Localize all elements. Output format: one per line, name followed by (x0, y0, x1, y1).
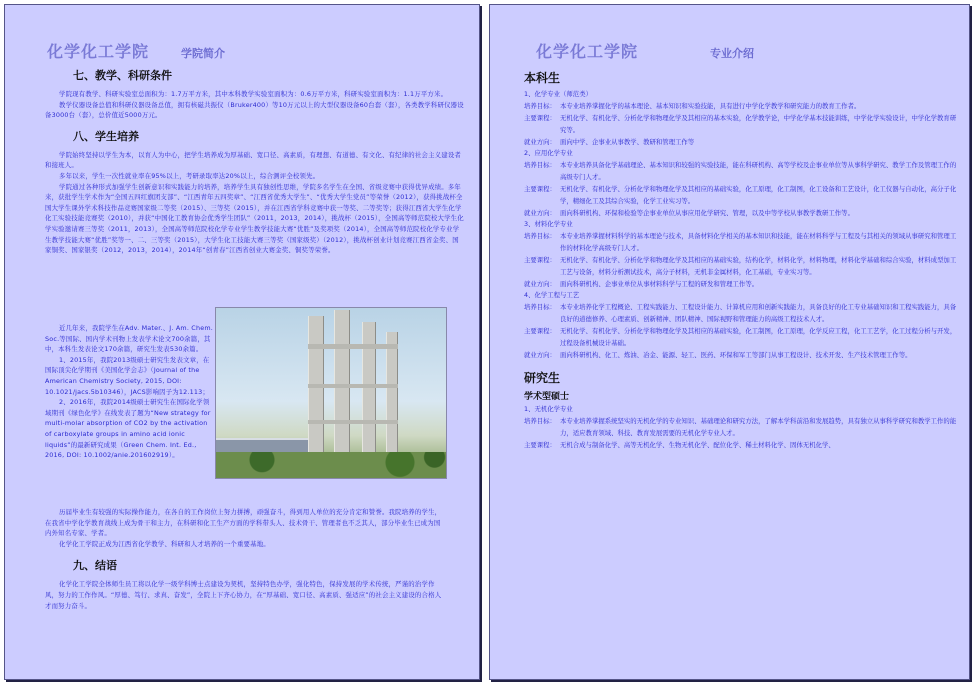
graduate-subtitle: 学术型硕士 (524, 392, 570, 402)
value: 本专业培养掌握系统坚实的无机化学的专业知识、基础理论和研究方法，了解本学科前沿和发展趋势，具有独立从事科学研究和教学工作的能力，适应教育领域、科技、教育发展需要的无机化学专业人才。 (560, 417, 957, 437)
label: 培养目标： (524, 303, 556, 311)
left-body-column (45, 323, 213, 461)
major-name: 1、化学专业（师范类） (524, 90, 592, 98)
paragraph: 学院现有教学、科研实验室总面积为：1.7万平方米，其中本科教学实验室面积为：0.6万平方米，科研实验室面积为：1.1万平方米。 (59, 90, 448, 98)
paragraph: 教学仪器设备总值和科研仪器设备总值，拥有核磁共振仪（Bruker400）等10万元以上的大型仪器设备60台套（套），各类教学科研仪器设备3000台（套），总价值近5000万元。 (45, 100, 464, 120)
value: 面向科研机构、化工、炼油、冶金、能源、轻工、医药、环保和军工等部门从事工程设计、技术开发、生产技术管理工作等。 (560, 351, 912, 359)
graduate-title: 研究生 (524, 371, 561, 385)
label: 主要课程： (524, 256, 556, 264)
paragraph: 历届毕业生有较强的实际操作能力，在各自的工作岗位上努力拼搏，顽强奋斗，得到用人单位的充分肯定和赞誉。我院培养的学生，在我省中学化学教育战线上成为骨干和主力，在科研和化工生产方面的学科带头人、技术骨干、管理者也不乏其人，部分毕业生已成为国内外知名专家、学者。 (45, 508, 442, 538)
paragraph: 1、2015年，我院2013级硕士研究生发表文章，在国际顶尖化学期刊《美国化学会志》（Journal of the American Chemistry Society, 2015, DOI: 10.1021/jacs.5b10346），JACS影响因子为12.113； (45, 355, 210, 396)
paragraph: 化学化工学院正成为江西省化学教学、科研和人才培养的一个重要基地。 (59, 539, 270, 548)
label: 就业方向： (524, 209, 556, 217)
major-name: 2、应用化学专业 (524, 149, 573, 157)
major-block (524, 89, 960, 148)
label: 培养目标： (524, 102, 556, 110)
label: 培养目标： (524, 232, 556, 240)
paragraph: 多年以来，学生一次性就业率在95%以上，考研录取率达20%以上，综合测评全校领先。 (59, 171, 320, 180)
section-title-7: 七、教学、科研条件 (73, 69, 172, 82)
major-block (524, 148, 960, 219)
label: 主要课程： (524, 327, 556, 335)
section-title-9: 九、结语 (73, 559, 117, 573)
page-left (4, 4, 480, 680)
label: 培养目标： (524, 161, 556, 169)
value: 无机化学、有机化学、分析化学和物理化学及其相应的基础实验，结构化学，材料化学，材料物理，材料化学基础和综合实验，材料成型加工工艺与设备，材料分析测试技术，高分子材料，无机非金属材料，化工基础，专业实习等。 (560, 256, 957, 276)
trees (216, 452, 446, 478)
value: 无机化学、有机化学、分析化学和物理化学及其相应的基础实验，化工制图，化工原理，化学反应工程，化工工艺学，化工过程分析与开发，过程设备机械设计基础。 (560, 327, 957, 347)
left-body (45, 67, 465, 256)
value: 本专业培养掌握材料科学的基本理论与技术，具备材料化学相关的基本知识和技能，能在材料科学与工程及与其相关的领域从事研究和管理工作的材料化学高级专门人才。 (560, 232, 957, 252)
page-subtitle: 学院简介 (181, 47, 226, 60)
major-block (524, 404, 960, 451)
paragraph: 学院始终坚持以学生为本，以育人为中心，把学生培养成为厚基础、宽口径、高素质，有理想、有道德、有文化、有纪律的社会主义建设者和接班人。 (45, 150, 462, 170)
major-name: 4、化学工程与工艺 (524, 291, 580, 299)
value: 无机合成与制备化学、高等无机化学、生物无机化学、配位化学、稀土材料化学、固体无机化学、 (560, 441, 835, 449)
page-header (47, 39, 225, 62)
page-right (489, 4, 970, 680)
school-name: 化学化工学院 (536, 42, 639, 61)
value: 无机化学、有机化学、分析化学和物理化学及其相应的基础实验，化工原理，化工制图，化工设备和工艺设计，化工仪器与自动化，高分子化学，精细化工及其综合实验，化学工业实习等。 (560, 185, 957, 205)
value: 面向科研机构、企事业单位从事材料科学与工程的研发和管理工作等。 (560, 280, 759, 288)
label: 就业方向： (524, 280, 556, 288)
major-block (524, 290, 960, 361)
paragraph: 2、2016年，我院2014级硕士研究生在国际化学领域期刊《绿色化学》在线发表了题为“New strategy for multi-molar absorption of CO2 by the activation of carboxylate groups in amino acid ionic liquids”的最新研究成果（Green Chem. Int. Ed., 2016, DOI: 10.1002/anie.201602919）。 (45, 398, 211, 460)
paragraph: 学院通过各种形式加强学生创新意识和实践能力的培养，培养学生具有独创性思维，学院多名学生在全国、省级竞赛中获得优异成绩。多年来，获批学生学术作为“全国五四红旗团支部”、“江西青年五四奖章”、“江西省优秀大学生”、“优秀大学生党员”等荣誉（2012），获得挑战杯全国大学生课外学术科技作品竞赛国家级二等奖（2015）、三等奖（2015），并在江西省学科竞赛中获一等奖、二等奖等；获得江西省大学生化学化工实验技能竞赛奖（2010），并获“中国化工教育协会优秀学生团队”（2011，2013，2014），挑战杯（2015），全国高等师范院校大学生化学实验邀请赛三等奖（2011，2013），全国高等师范院校化学专业学生教学技能大赛“优胜”及奖项奖（2014），全国高等师范院校化学专业学生教学技能大赛“优胜”奖等一、二、三等奖（2015），大学生化工技能大赛三等奖（国家级奖）（2012），挑战杯创业计划竞赛江西省金奖、国家铜奖、国家银奖（2012，2013，2014），2014年“创青春”江西省创业大赛金奖、铜奖等荣誉。 (45, 182, 464, 255)
left-body-bottom (45, 507, 445, 611)
page-subtitle: 专业介绍 (710, 47, 755, 60)
school-name: 化学化工学院 (47, 42, 150, 61)
label: 培养目标： (524, 417, 556, 425)
value: 本专业培养具备化学基础理论、基本知识和较强的实验技能，能在科研机构、高等学校及企事业单位等从事科学研究、教学工作及管理工作的高级专门人才。 (560, 161, 957, 181)
undergrad-title: 本科生 (524, 71, 561, 85)
campus-tower-photo (215, 307, 447, 479)
value: 面向中学、企事业从事教学、教研和管理工作等 (560, 138, 695, 146)
value: 面向科研机构、环保和检验等企事业单位从事应用化学研究、管理，以及中等学校从事教学教研工作等。 (560, 209, 854, 217)
label: 主要课程： (524, 441, 556, 449)
major-name: 1、无机化学专业 (524, 405, 573, 413)
label: 就业方向： (524, 138, 556, 146)
paragraph: 近几年来，我院学生在Adv. Mater.、J. Am. Chem. Soc.等国际、国内学术刊物上发表学术论文700余篇，其中，本科生发表论文170余篇，研究生发表530余篇。 (45, 324, 214, 354)
label: 就业方向： (524, 351, 556, 359)
value: 无机化学、有机化学、分析化学和物理化学及其相应的基本实验，化学教学论，中学化学基本技能训练，中学化学实验设计，中学化学教育研究等。 (560, 114, 957, 134)
section-title-8: 八、学生培养 (73, 129, 139, 143)
major-name: 3、材料化学专业 (524, 220, 573, 228)
major-block (524, 219, 960, 290)
value: 本专业培养掌握化学的基本理论、基本知识和实验技能，具有进行中学化学教学和研究能力的教育工作者。 (560, 102, 861, 110)
right-body (524, 67, 960, 451)
page-header (536, 39, 754, 62)
label: 主要课程： (524, 114, 556, 122)
value: 本专业培养化学工程概论、工程实践能力、工程设计能力、计算机应用和创新实践能力，具备良好的化工专业基础知识和工程实践能力，具备良好的道德修养、心理素质、创新精神、团队精神、国际视野和管理能力的高级工程技术人才。 (560, 303, 957, 323)
label: 主要课程： (524, 185, 556, 193)
paragraph: 化学化工学院全体师生员工将以化学一级学科博士点建设为契机，坚持特色办学，强化特色，保持发展的学术传统，严谨的治学作风，努力的工作作风。“厚德、笃行、求真、奋发”，全院上下齐心协力，在“厚基础、宽口径、高素质、强适应”的社会主义建设的合格人才而努力奋斗。 (45, 580, 442, 610)
